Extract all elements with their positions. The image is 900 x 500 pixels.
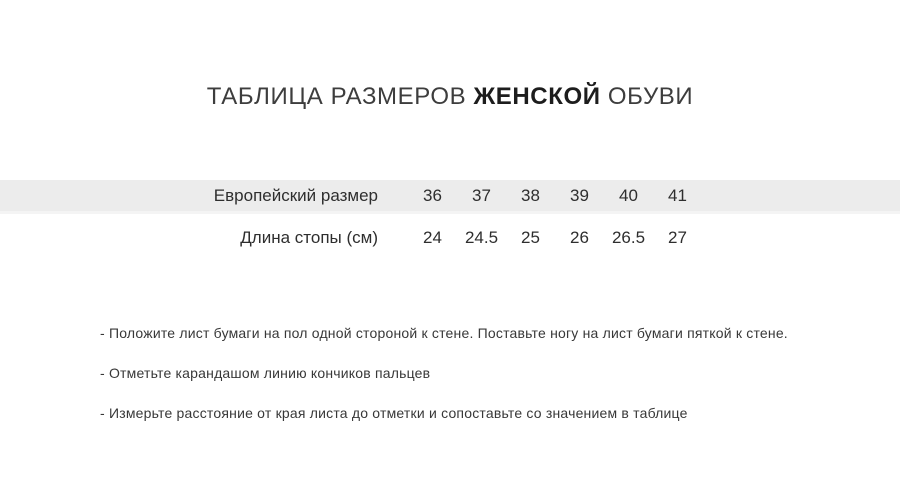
size-value: 41 bbox=[668, 185, 687, 205]
length-value: 24.5 bbox=[464, 228, 499, 247]
table-row-foot-length bbox=[0, 214, 900, 262]
instruction-step-3: - Измерьте расстояние от края листа до отметки и сопоставьте со значением в таблице bbox=[100, 405, 688, 421]
length-value: 25 bbox=[521, 228, 540, 247]
table-row-european-size bbox=[0, 180, 900, 214]
page-title-highlight: ЖЕНСКОЙ bbox=[473, 83, 601, 110]
size-value: 40 bbox=[619, 185, 638, 205]
size-value: 36 bbox=[423, 185, 442, 205]
size-value: 38 bbox=[521, 185, 540, 205]
measurement-instructions bbox=[100, 323, 860, 443]
length-value: 27 bbox=[668, 228, 687, 247]
length-value: 26.5 bbox=[611, 228, 646, 247]
row-values-european-size bbox=[408, 186, 702, 206]
length-value: 26 bbox=[570, 228, 589, 247]
row-values-foot-length bbox=[408, 228, 702, 248]
page-title-suffix: ОБУВИ bbox=[600, 83, 694, 110]
page-title-prefix: ТАБЛИЦА РАЗМЕРОВ bbox=[206, 83, 474, 110]
instruction-step-2: - Отметьте карандашом линию кончиков пальцев bbox=[100, 365, 431, 381]
row-label-foot-length: Длина стопы (см) bbox=[240, 228, 378, 247]
instruction-step-1: - Положите лист бумаги на пол одной стороной к стене. Поставьте ногу на лист бумаги пяткой к стене. bbox=[100, 325, 788, 341]
size-value: 37 bbox=[472, 185, 491, 205]
size-value: 39 bbox=[570, 185, 589, 205]
length-value: 24 bbox=[423, 228, 442, 247]
row-label-european-size: Европейский размер bbox=[213, 185, 378, 205]
page-title bbox=[0, 83, 900, 111]
